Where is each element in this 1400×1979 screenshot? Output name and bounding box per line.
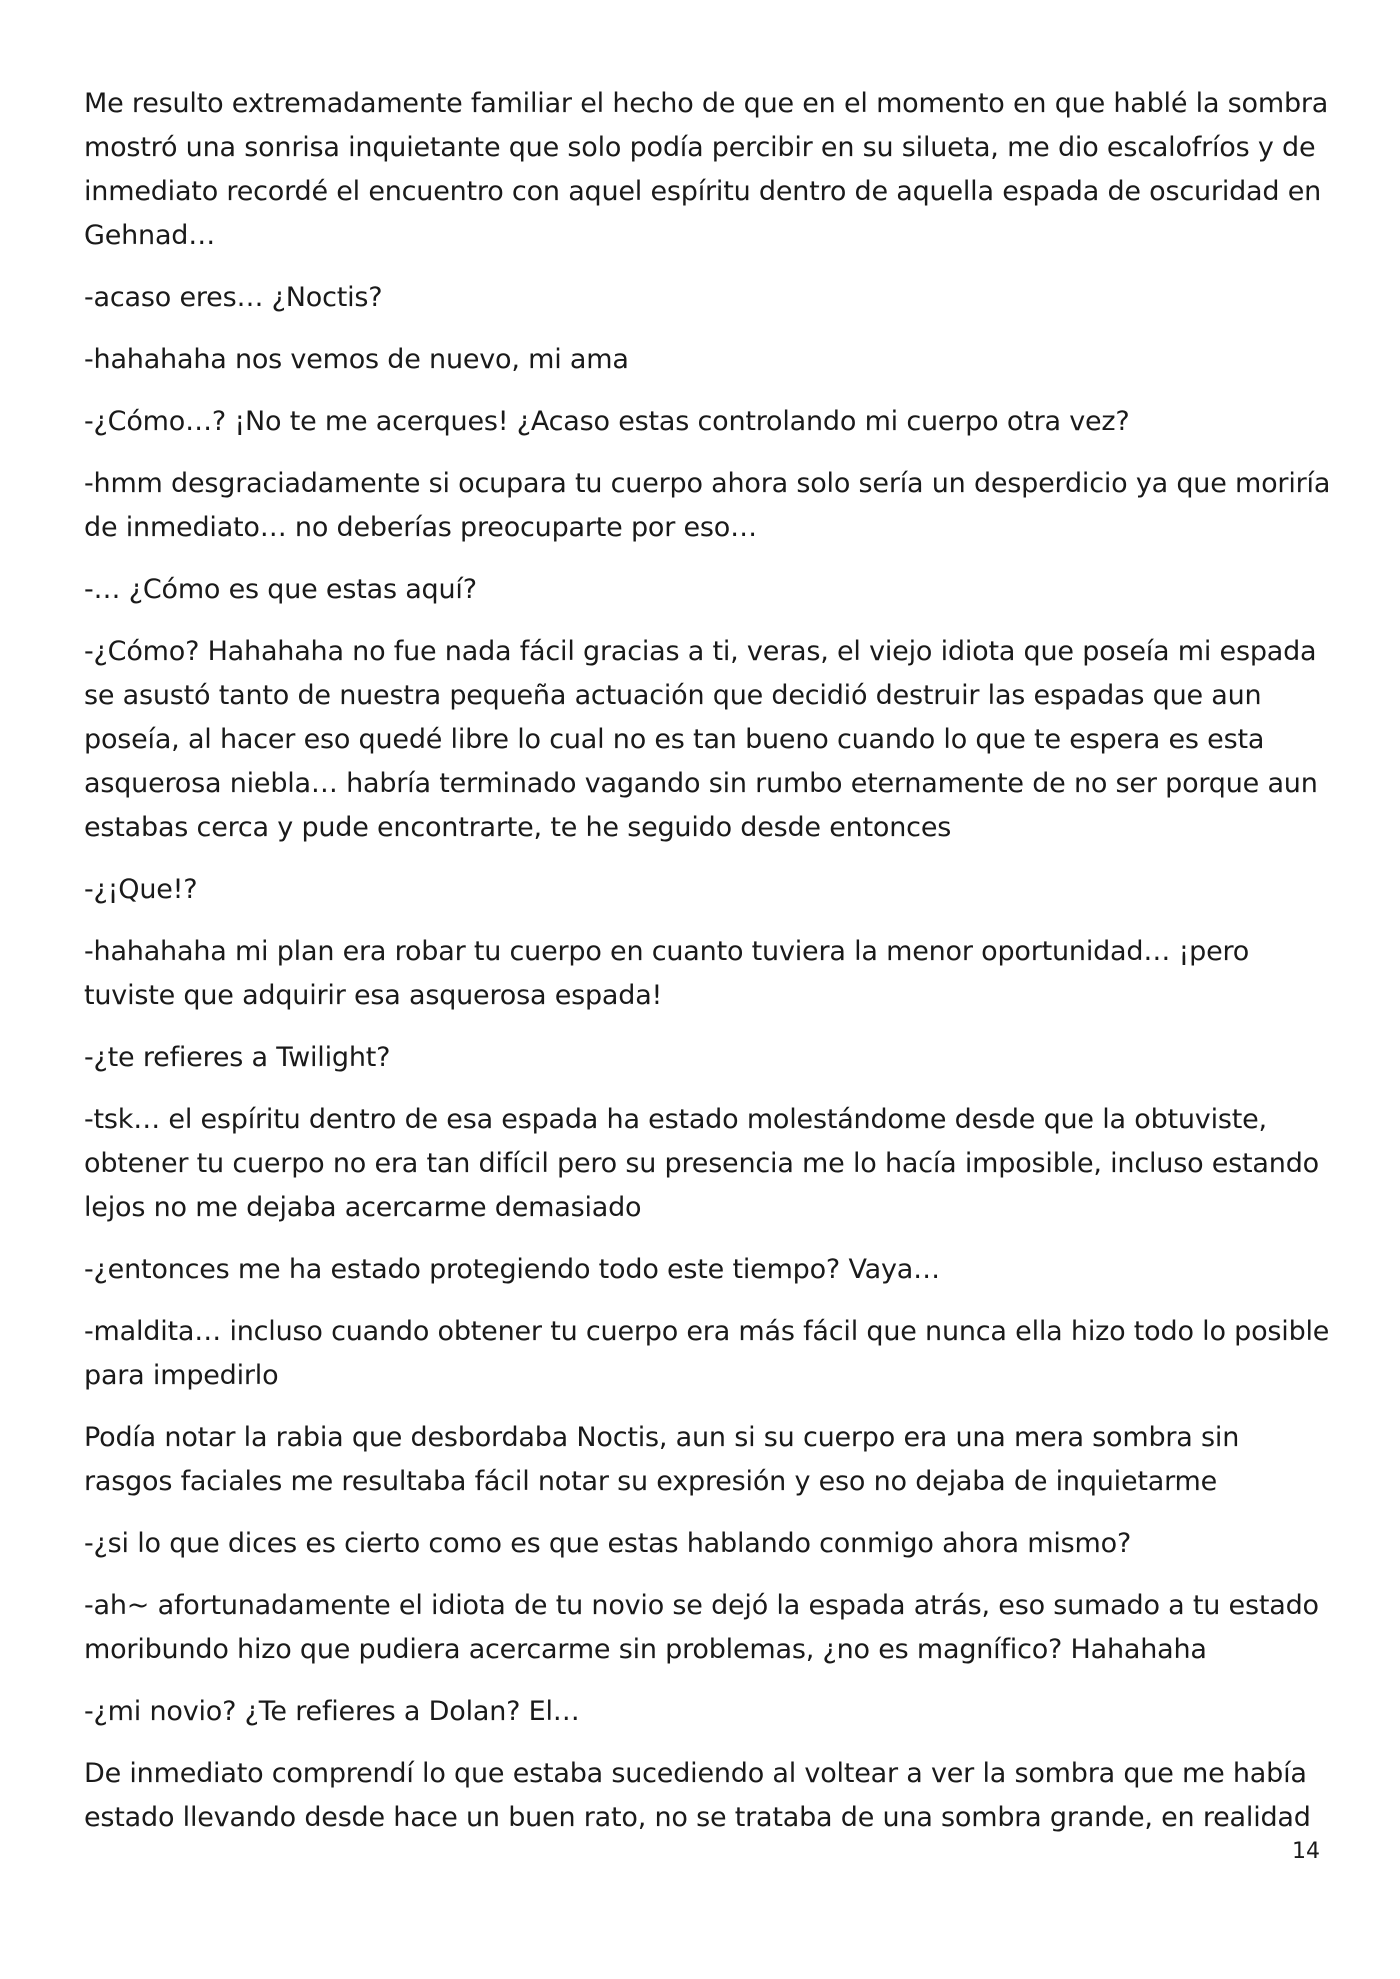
body-text [84, 82, 1334, 1858]
dialogue-line: -tsk… el espíritu dentro de esa espada ha estado molestándome desde que la obtuviste, obtener tu cuerpo no era tan difícil pero su presencia me lo hacía imposible, incluso estando lejos no me dejaba acercarme demasiado [84, 1104, 1319, 1223]
page-number: 14 [1292, 1839, 1320, 1864]
dialogue-line: -¿Cómo? Hahahaha no fue nada fácil gracias a ti, veras, el viejo idiota que poseía mi espada se asustó tanto de nuestra pequeña actuación que decidió destruir las espadas que aun poseía, al hacer eso quedé libre lo cual no es tan bueno cuando lo que te espera es esta asquerosa niebla… habría terminado vagando sin rumbo eternamente de no ser porque aun estabas cerca y pude encontrarte, te he seguido desde entonces [84, 636, 1318, 843]
dialogue-line: -acaso eres… ¿Noctis? [84, 282, 383, 313]
dialogue-line: -¿entonces me ha estado protegiendo todo este tiempo? Vaya… [84, 1254, 940, 1285]
dialogue-line: -hahahaha mi plan era robar tu cuerpo en cuanto tuviera la menor oportunidad… ¡pero tuviste que adquirir esa asquerosa espada! [84, 936, 1250, 1011]
dialogue-line: -hmm desgraciadamente si ocupara tu cuerpo ahora solo sería un desperdicio ya que moriría de inmediato… no deberías preocuparte por eso… [84, 468, 1331, 543]
paragraph: Podía notar la rabia que desbordaba Noctis, aun si su cuerpo era una mera sombra sin rasgos faciales me resultaba fácil notar su expresión y eso no dejaba de inquietarme [84, 1422, 1240, 1497]
dialogue-line: -¿Cómo…? ¡No te me acerques! ¿Acaso estas controlando mi cuerpo otra vez? [84, 406, 1130, 437]
dialogue-line: -¿si lo que dices es cierto como es que estas hablando conmigo ahora mismo? [84, 1528, 1132, 1559]
dialogue-line: -¿te refieres a Twilight? [84, 1042, 391, 1073]
dialogue-line: -hahahaha nos vemos de nuevo, mi ama [84, 344, 629, 375]
dialogue-line: -ah~ afortunadamente el idiota de tu novio se dejó la espada atrás, eso sumado a tu estado moribundo hizo que pudiera acercarme sin problemas, ¿no es magnífico? Hahahaha [84, 1590, 1319, 1665]
dialogue-line: -¿mi novio? ¿Te refieres a Dolan? El… [84, 1696, 580, 1727]
paragraph: Me resulto extremadamente familiar el hecho de que en el momento en que hablé la sombra mostró una sonrisa inquietante que solo podía percibir en su silueta, me dio escalofríos y de inmediato recordé el encuentro con aquel espíritu dentro de aquella espada de oscuridad en Gehnad… [84, 88, 1329, 251]
dialogue-line: -¿¡Que!? [84, 874, 198, 905]
paragraph: De inmediato comprendí lo que estaba sucediendo al voltear a ver la sombra que me había estado llevando desde hace un buen rato, no se trataba de una sombra grande, en realidad [84, 1758, 1311, 1833]
dialogue-line: -… ¿Cómo es que estas aquí? [84, 574, 477, 605]
dialogue-line: -maldita… incluso cuando obtener tu cuerpo era más fácil que nunca ella hizo todo lo posible para impedirlo [84, 1316, 1330, 1391]
